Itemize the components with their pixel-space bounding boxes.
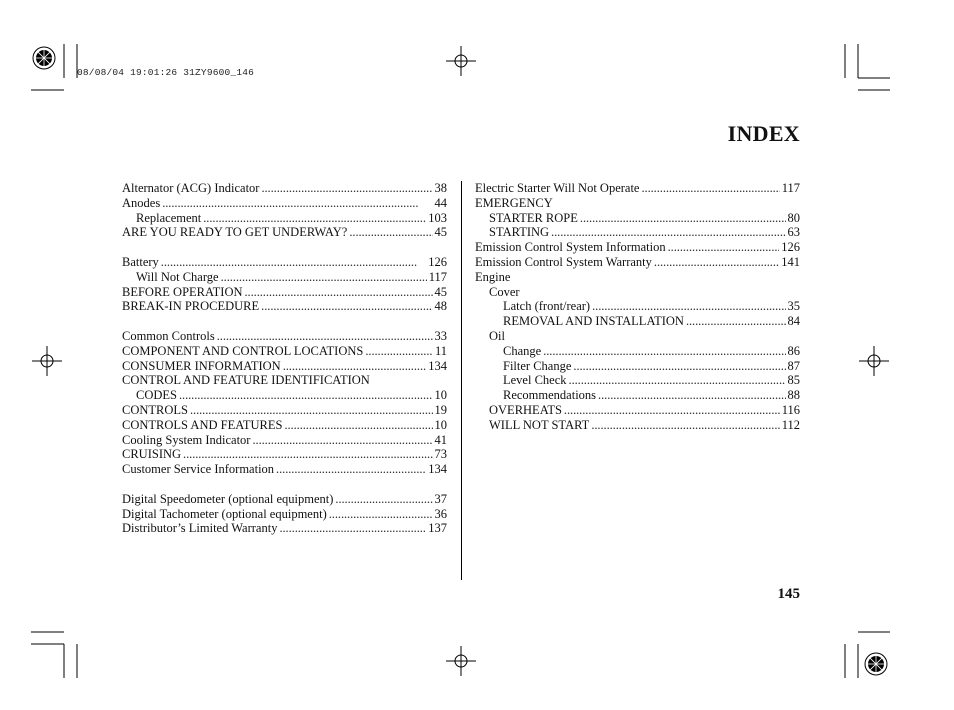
index-column-left: [122, 181, 447, 536]
index-entry: BREAK-IN PROCEDURE . . . 48: [122, 299, 447, 314]
index-column-right: [475, 181, 800, 433]
index-subentry: REMOVAL AND INSTALLATION . . . 84: [475, 314, 800, 329]
index-entry: Distributor’s Limited Warranty . . . 137: [122, 521, 447, 536]
index-subheading: Cover: [489, 284, 520, 299]
index-subentry: Change . . . 86: [475, 344, 800, 359]
index-entry: Cooling System Indicator . . . 41: [122, 433, 447, 448]
index-entry: Alternator (ACG) Indicator . . . 38: [122, 181, 447, 196]
index-entry: Digital Tachometer (optional equipment) . . . 36: [122, 507, 447, 522]
index-subentry: OVERHEATS . . . 116: [475, 403, 800, 418]
index-entry: Anodes . . . 44: [122, 196, 447, 211]
index-entry: Emission Control System Warranty . . . 141: [475, 255, 800, 270]
index-subentry: Will Not Charge . . . 117: [122, 270, 447, 285]
index-subentry: Recommendations . . . 88: [475, 388, 800, 403]
index-entry: Battery . . . 126: [122, 255, 447, 270]
index-entry: COMPONENT AND CONTROL LOCATIONS . . . 11: [122, 344, 447, 359]
index-subentry: STARTER ROPE . . . 80: [475, 211, 800, 226]
index-subentry: WILL NOT START . . . 112: [475, 418, 800, 433]
page-number: 145: [777, 586, 800, 602]
index-subheading: Oil: [489, 328, 505, 343]
index-subentry: Level Check . . . 85: [475, 373, 800, 388]
index-heading: EMERGENCY: [475, 195, 553, 210]
index-subentry: Filter Change . . . 87: [475, 359, 800, 374]
index-heading: CONTROL AND FEATURE IDENTIFICATION: [122, 373, 370, 388]
index-entry: ARE YOU READY TO GET UNDERWAY? . . . 45: [122, 225, 447, 240]
index-subentry: Replacement . . . 103: [122, 211, 447, 226]
page-title: INDEX: [727, 121, 800, 146]
index-entry: CONSUMER INFORMATION . . . 134: [122, 359, 447, 374]
index-entry: Customer Service Information . . . 134: [122, 462, 447, 477]
print-stamp: 08/08/04 19:01:26 31ZY9600_146: [77, 67, 255, 78]
index-entry: Electric Starter Will Not Operate . . . 117: [475, 181, 800, 196]
index-entry: Common Controls . . . 33: [122, 329, 447, 344]
index-entry: CONTROLS . . . 19: [122, 403, 447, 418]
index-heading: Engine: [475, 269, 511, 284]
column-divider: [461, 181, 462, 580]
index-entry: CRUISING . . . 73: [122, 447, 447, 462]
index-subentry: Latch (front/rear) . . . 35: [475, 299, 800, 314]
index-entry: Emission Control System Information . . . 126: [475, 240, 800, 255]
index-subentry: STARTING . . . 63: [475, 225, 800, 240]
index-entry: CONTROLS AND FEATURES . . . 10: [122, 418, 447, 433]
index-subentry: CODES . . . 10: [122, 388, 447, 403]
index-entry: Digital Speedometer (optional equipment) . . . 37: [122, 492, 447, 507]
index-entry: BEFORE OPERATION . . . 45: [122, 285, 447, 300]
